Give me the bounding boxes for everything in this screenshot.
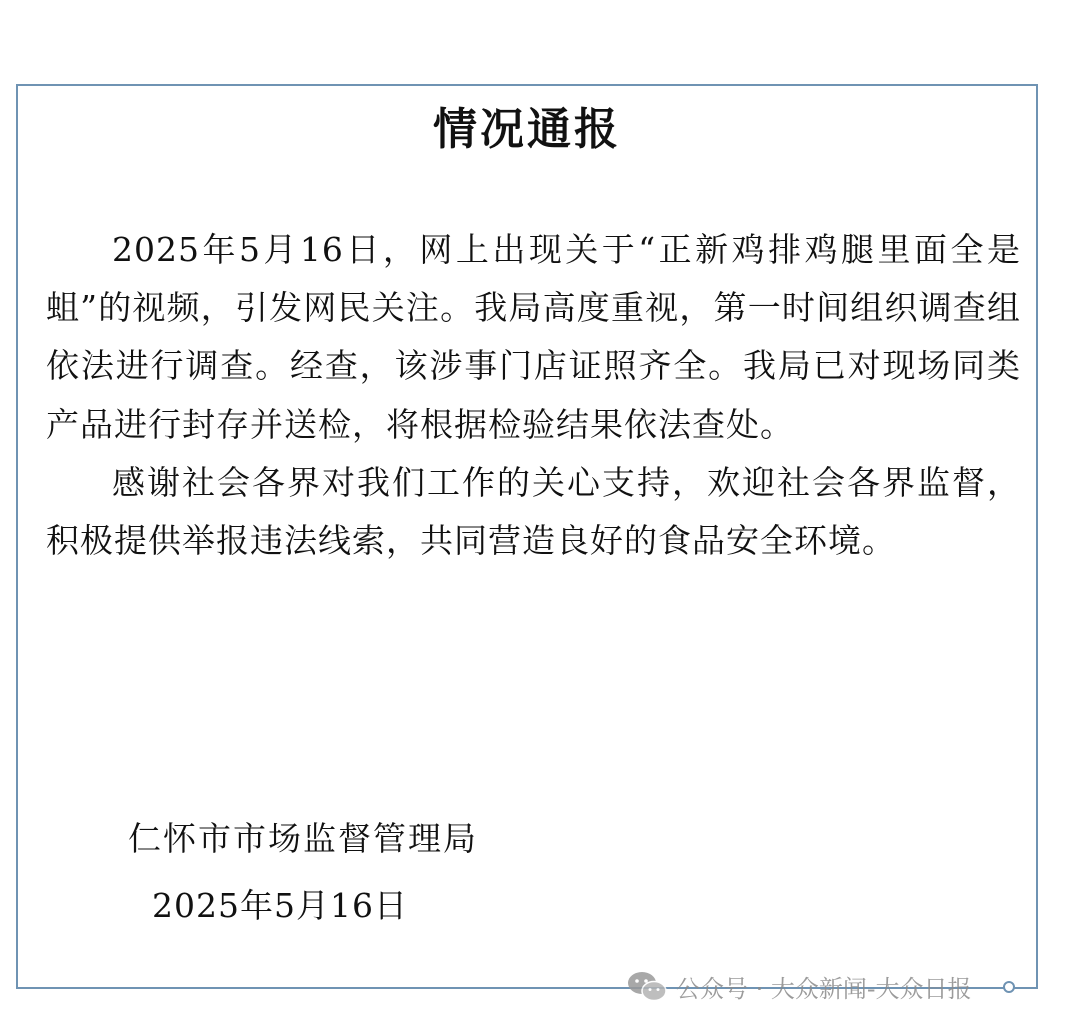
document-body [46, 221, 1021, 570]
signature-organization: 仁怀市市场监督管理局 [128, 819, 478, 858]
watermark-text: 公众号 · 大众新闻-大众日报 [676, 974, 972, 1003]
wechat-icon [626, 970, 668, 1002]
signature-date: 2025年5月16日 [152, 886, 408, 925]
watermark [626, 966, 972, 1006]
body-paragraph-2: 感谢社会各界对我们工作的关心支持，欢迎社会各界监督，积极提供举报违法线索，共同营造良好的食品安全环境。 [46, 462, 1021, 561]
body-paragraph-1: 2025年5月16日，网上出现关于“正新鸡排鸡腿里面全是蛆”的视频，引发网民关注。我局高度重视，第一时间组织调查组依法进行调查。经查，该涉事门店证照齐全。我局已对现场同类产品进行封存并送检，将根据检验结果依法查处。 [46, 230, 1021, 444]
frame-corner-marker [1003, 981, 1015, 993]
document-title: 情况通报 [433, 104, 621, 155]
